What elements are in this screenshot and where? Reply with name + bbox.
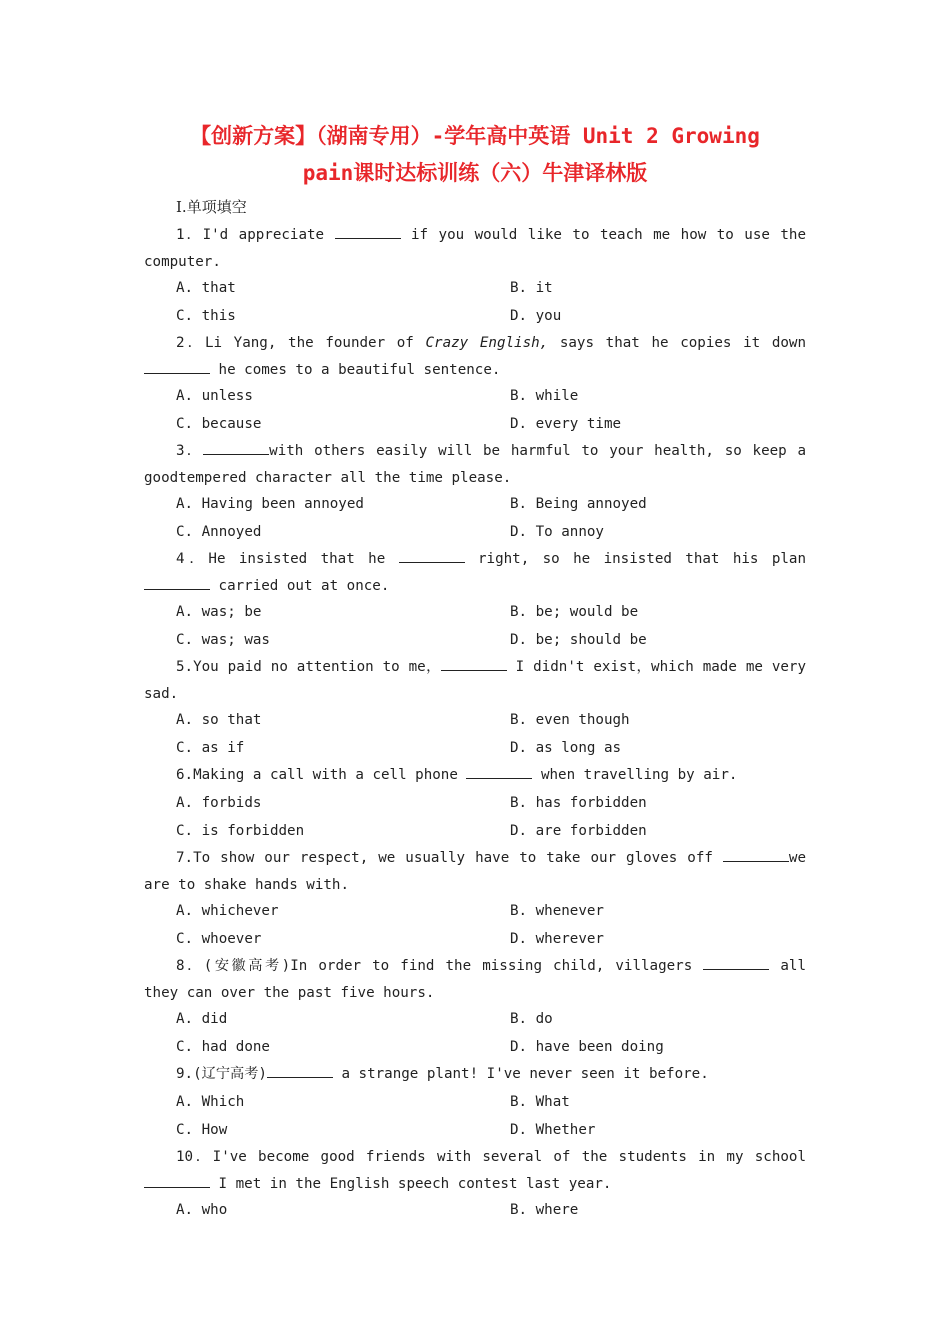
question-number: 9. — [176, 1066, 194, 1082]
option-d: D. To annoy — [510, 524, 604, 540]
question-7 — [144, 845, 806, 898]
question-text: (安徽高考)In order to find the missing child, villagers — [203, 958, 704, 974]
option-a: A. who — [176, 1202, 228, 1218]
options-row — [144, 598, 806, 626]
question-number: 2． — [176, 335, 205, 351]
options-row — [144, 302, 806, 330]
answer-blank — [144, 359, 210, 374]
option-b: B. it — [510, 280, 553, 296]
option-d: D. have been doing — [510, 1039, 664, 1055]
options-row — [144, 518, 806, 546]
options-row — [144, 817, 806, 845]
option-b: B. do — [510, 1011, 553, 1027]
question-text: carried out at once. — [210, 577, 390, 594]
question-9 — [144, 1061, 806, 1088]
option-a: A. Having been annoyed — [176, 496, 364, 512]
option-d: D. Whether — [510, 1122, 596, 1138]
options-row — [144, 274, 806, 302]
option-a: A. whichever — [176, 903, 279, 919]
option-b: B. whenever — [510, 903, 604, 919]
question-text: I'd appreciate — [202, 227, 335, 243]
document-title-line2: pain课时达标训练（六）牛津译林版 — [302, 161, 648, 185]
option-c: C. this — [176, 308, 236, 324]
option-d: D. are forbidden — [510, 823, 647, 839]
option-b: B. even though — [510, 712, 630, 728]
question-text: To show our respect, we usually have to take our gloves off — [193, 850, 723, 866]
options-row — [144, 897, 806, 925]
document-title-line1: 【创新方案】（湖南专用）-学年高中英语 Unit 2 Growing — [190, 124, 760, 148]
question-text: He insisted that he — [208, 551, 399, 567]
option-d: D. as long as — [510, 740, 622, 756]
option-b: B. What — [510, 1094, 570, 1110]
answer-blank — [335, 224, 401, 239]
question-text: right, so he insisted that his plan — [464, 551, 807, 567]
option-c: C. because — [176, 416, 262, 432]
italic-title: Crazy English, — [425, 335, 549, 351]
options-row — [144, 1088, 806, 1116]
option-a: A. was; be — [176, 604, 262, 620]
options-row — [144, 789, 806, 817]
question-4 — [144, 546, 806, 599]
answer-blank — [466, 764, 532, 779]
options-row — [144, 382, 806, 410]
question-5 — [144, 654, 806, 707]
question-number: 10． — [176, 1149, 213, 1165]
options-row — [144, 706, 806, 734]
option-c: C. How — [176, 1122, 228, 1138]
answer-blank — [399, 548, 465, 563]
answer-blank — [441, 656, 507, 671]
question-text: we are to shake hands with. — [144, 850, 806, 893]
question-3 — [144, 438, 806, 491]
question-6 — [144, 762, 806, 789]
options-row — [144, 1196, 806, 1224]
question-number: 5. — [176, 659, 194, 675]
question-text: with others easily will be harmful to your health, so keep a goodtempered character all the time please. — [144, 443, 806, 486]
option-b: B. where — [510, 1202, 579, 1218]
options-row — [144, 1005, 806, 1033]
question-text: I didn't exist，which made me very sad. — [144, 659, 807, 702]
question-number: 8． — [176, 958, 204, 974]
options-row — [144, 626, 806, 654]
option-a: A. that — [176, 280, 236, 296]
question-text: when travelling by air. — [532, 767, 738, 783]
option-d: D. you — [510, 308, 562, 324]
option-a: A. unless — [176, 388, 253, 404]
question-text: I met in the English speech contest last year. — [210, 1175, 612, 1192]
question-text: he comes to a beautiful sentence. — [210, 361, 501, 378]
options-row — [144, 490, 806, 518]
option-a: A. Which — [176, 1094, 245, 1110]
question-10 — [144, 1144, 806, 1197]
question-text: Making a call with a cell phone — [193, 767, 467, 783]
options-row — [144, 410, 806, 438]
question-text: (辽宁高考) — [193, 1066, 267, 1082]
question-text: a strange plant! I've never seen it before. — [332, 1066, 709, 1082]
option-d: D. wherever — [510, 931, 604, 947]
option-c: C. was; was — [176, 632, 270, 648]
question-number: 4． — [176, 551, 209, 567]
option-c: C. is forbidden — [176, 823, 305, 839]
answer-blank — [144, 1173, 210, 1188]
options-row — [144, 734, 806, 762]
question-text: all they can over the past five hours. — [144, 958, 807, 1001]
question-text: says that he copies it down — [548, 335, 807, 351]
answer-blank — [203, 440, 269, 455]
question-number: 1． — [176, 227, 203, 243]
question-text: I've become good friends with several of the students in my school — [212, 1149, 806, 1165]
option-c: C. Annoyed — [176, 524, 262, 540]
question-number: 7. — [176, 850, 194, 866]
question-number: 6. — [176, 767, 194, 783]
question-text: You paid no attention to me， — [193, 659, 441, 675]
option-d: D. every time — [510, 416, 622, 432]
answer-blank — [267, 1063, 333, 1078]
answer-blank — [144, 575, 210, 590]
answer-blank — [703, 955, 769, 970]
option-c: C. as if — [176, 740, 245, 756]
section-heading: I.单项填空 — [176, 198, 247, 216]
option-d: D. be; should be — [510, 632, 647, 648]
question-2 — [144, 330, 806, 383]
question-8 — [144, 953, 806, 1006]
option-b: B. has forbidden — [510, 795, 647, 811]
option-b: B. Being annoyed — [510, 496, 647, 512]
option-c: C. had done — [176, 1039, 270, 1055]
option-a: A. did — [176, 1011, 228, 1027]
options-row — [144, 925, 806, 953]
option-b: B. be; would be — [510, 604, 639, 620]
options-row — [144, 1033, 806, 1061]
question-text: Li Yang, the founder of — [204, 335, 426, 351]
answer-blank — [723, 847, 789, 862]
question-1 — [144, 222, 806, 275]
question-text: if you would like to teach me how to use the computer. — [144, 227, 807, 270]
option-a: A. so that — [176, 712, 262, 728]
options-row — [144, 1116, 806, 1144]
option-c: C. whoever — [176, 931, 262, 947]
question-number: 3． — [176, 443, 204, 459]
option-a: A. forbids — [176, 795, 262, 811]
option-b: B. while — [510, 388, 579, 404]
